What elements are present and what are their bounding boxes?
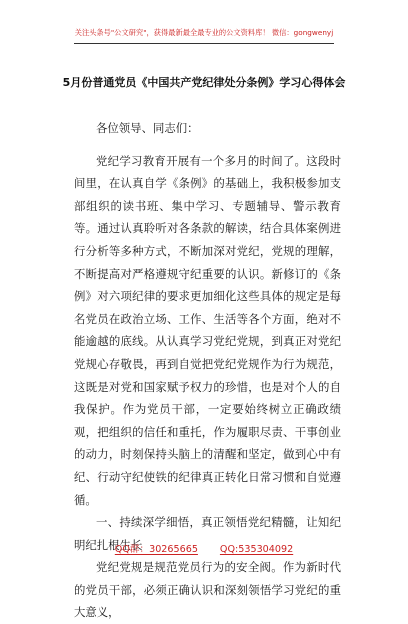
qq-group-link[interactable]: QQ群：30265665	[114, 544, 198, 555]
footer-contact	[0, 541, 408, 555]
document-title: 5月份普通党员《中国共产党纪律处分条例》学习心得体会	[62, 76, 346, 89]
greeting: 各位领导、同志们：	[96, 121, 199, 135]
paragraph-2: 党纪党规是规范党员行为的安全阀。作为新时代的党员干部，必须正确认识和深刻领悟学习党纪的重大意义，	[74, 560, 341, 620]
qq-contact-link[interactable]: QQ:535304092	[219, 544, 294, 555]
section-heading-1: 一、持续深学细悟，真正领悟党纪精髓，让知纪明纪扎根生长	[74, 515, 341, 552]
paragraph-1: 党纪学习教育开展有一个多月的时间了。这段时间里，在认真自学《条例》的基础上，我积极参加支部组织的读书班、集中学习、专题辅导、警示教育等。通过认真聆听对各条款的解读，结合具体案例进行分析等多种方式，不断加深对党纪，党规的理解，不断提高对严格遵规守纪重要的认识。新修订的《条例》对六项纪律的要求更加细化这些具体的规定是每名党员在政治立场、工作、生活等各个方面，绝对不能逾越的底线。从认真学习党纪党规，到真正对党纪党规心存敬畏，再到自觉把党纪党规作为行为规范，这既是对党和国家赋予权力的珍惜，也是对个人的自我保护。作为党员干部，一定要始终树立正确政绩观，把组织的信任和重托，作为履职尽责、干事创业的动力，时刻保持头脑上的清醒和坚定，做到心中有纪、行动守纪使铁的纪律真正转化日常习惯和自觉遵循。	[74, 153, 341, 507]
header-banner: 关注头条号"公文研究"，获得最新最全最专业的公文资料库！ 微信：gongwenyj	[74, 28, 334, 37]
header-divider	[74, 43, 334, 44]
